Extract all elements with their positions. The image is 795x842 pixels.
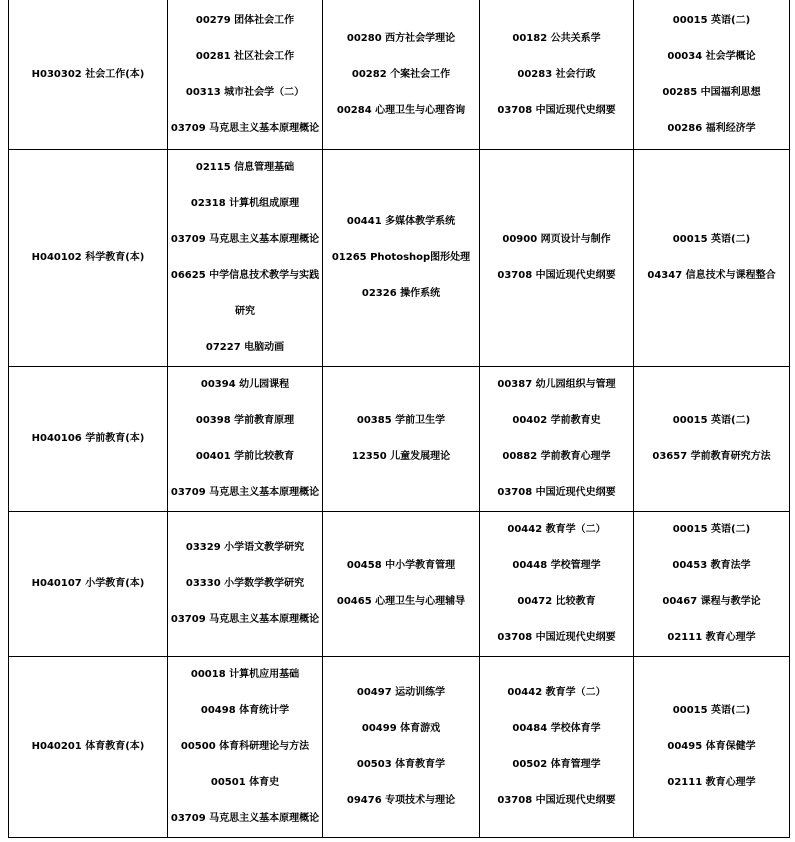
table-row [9,0,790,150]
course-item: 00495 体育保健学 [667,741,756,752]
course-item: 00182 公共关系学 [512,32,601,44]
course-item: 00499 体育游戏 [361,723,441,734]
major-name: H030302 社会工作(本) [31,68,145,80]
course-item: 03709 马克思主义基本原理概论 [170,122,320,134]
course-item: 00453 教育法学 [672,560,751,571]
course-cell-col4 [634,367,790,512]
course-cell-col2 [323,150,480,367]
course-item: 03709 马克思主义基本原理概论 [170,234,320,245]
major-cell [9,367,168,512]
course-item: 02326 操作系统 [361,288,441,299]
course-cell-col3 [480,0,634,150]
course-item: 00385 学前卫生学 [356,415,446,426]
course-item: 03708 中国近现代史纲要 [497,104,616,116]
course-item: 12350 儿童发展理论 [351,451,451,462]
course-item: 00503 体育教育学 [356,759,446,770]
course-item: 00285 中国福利思想 [662,86,761,98]
course-cell-col3 [480,367,634,512]
course-item: 00465 心理卫生与心理辅导 [336,596,466,607]
course-item: 00015 英语(二) [672,524,751,535]
course-cell-col3 [480,512,634,657]
course-item: 00501 体育史 [210,777,280,788]
course-item: 00313 城市社会学（二） [185,86,305,98]
course-item: 00401 学前比较教育 [195,451,295,462]
major-name: H040201 体育教育(本) [31,741,145,752]
course-item: 00484 学校体育学 [512,723,601,734]
course-item: 00502 体育管理学 [512,759,601,770]
course-item: 00442 教育学（二） [507,687,606,698]
course-item: 02111 教育心理学 [667,632,756,643]
course-item: 00282 个案社会工作 [351,68,451,80]
course-item: 03708 中国近现代史纲要 [497,487,616,498]
course-item: 00015 英语(二) [672,705,751,716]
course-cell-col1 [168,512,323,657]
major-name: H040102 科学教育(本) [31,252,145,263]
table-body [9,0,790,838]
course-item: 00497 运动训练学 [356,687,446,698]
course-cell-col4 [634,657,790,838]
major-name: H040106 学前教育(本) [31,433,145,444]
course-item: 03708 中国近现代史纲要 [497,632,616,643]
course-item: 00882 学前教育心理学 [502,451,611,462]
table-row [9,150,790,367]
course-item: 00441 多媒体教学系统 [346,216,456,227]
course-cell-col1 [168,150,323,367]
course-cell-col1 [168,657,323,838]
course-item: 00387 幼儿园组织与管理 [497,379,616,390]
course-cell-col2 [323,0,480,150]
course-cell-col4 [634,150,790,367]
course-item: 00402 学前教育史 [512,415,601,426]
course-item: 02115 信息管理基础 [195,162,295,173]
course-item: 00398 学前教育原理 [195,415,295,426]
course-item: 03708 中国近现代史纲要 [497,795,616,806]
major-cell [9,0,168,150]
course-item: 07227 电脑动画 [205,342,285,353]
table-row [9,512,790,657]
course-item: 03709 马克思主义基本原理概论 [170,813,320,824]
course-item: 04347 信息技术与课程整合 [647,270,776,281]
course-cell-col4 [634,0,790,150]
course-item: 06625 中学信息技术教学与实践研究 [170,270,320,317]
exam-schedule-table [8,0,790,838]
course-cell-col1 [168,0,323,150]
course-item: 00472 比较教育 [517,596,596,607]
course-item: 00034 社会学概论 [667,50,756,62]
course-item: 09476 专项技术与理论 [346,795,456,806]
course-item: 00015 英语(二) [672,415,751,426]
course-item: 02111 教育心理学 [667,777,756,788]
course-item: 03708 中国近现代史纲要 [497,270,616,281]
course-item: 00458 中小学教育管理 [346,560,456,571]
course-item: 03657 学前教育研究方法 [652,451,771,462]
course-item: 02318 计算机组成原理 [190,198,300,209]
table-row [9,657,790,838]
course-cell-col2 [323,657,480,838]
course-item: 00281 社区社会工作 [195,50,295,62]
course-item: 00498 体育统计学 [200,705,290,716]
course-cell-col3 [480,150,634,367]
course-cell-col4 [634,512,790,657]
course-item: 00900 网页设计与制作 [502,234,611,245]
major-cell [9,512,168,657]
course-item: 00018 计算机应用基础 [190,669,300,680]
course-item: 00442 教育学（二） [507,524,606,535]
course-item: 03709 马克思主义基本原理概论 [170,487,320,498]
course-item: 00467 课程与教学论 [662,596,761,607]
course-item: 00015 英语(二) [672,14,751,26]
course-item: 00448 学校管理学 [512,560,601,571]
course-item: 03330 小学数学教学研究 [185,578,305,589]
course-item: 00283 社会行政 [517,68,596,80]
course-item: 03709 马克思主义基本原理概论 [170,614,320,625]
major-cell [9,657,168,838]
course-item: 00015 英语(二) [672,234,751,245]
major-name: H040107 小学教育(本) [31,578,145,589]
table-row [9,367,790,512]
course-item: 00280 西方社会学理论 [346,32,456,44]
course-cell-col3 [480,657,634,838]
course-cell-col1 [168,367,323,512]
course-cell-col2 [323,367,480,512]
major-cell [9,150,168,367]
course-item: 03329 小学语文教学研究 [185,542,305,553]
course-cell-col2 [323,512,480,657]
course-item: 00279 团体社会工作 [195,14,295,26]
course-item: 01265 Photoshop图形处理 [331,252,471,263]
course-item: 00284 心理卫生与心理咨询 [336,104,466,116]
course-item: 00286 福利经济学 [667,122,756,134]
course-item: 00500 体育科研理论与方法 [180,741,310,752]
course-item: 00394 幼儿园课程 [200,379,290,390]
